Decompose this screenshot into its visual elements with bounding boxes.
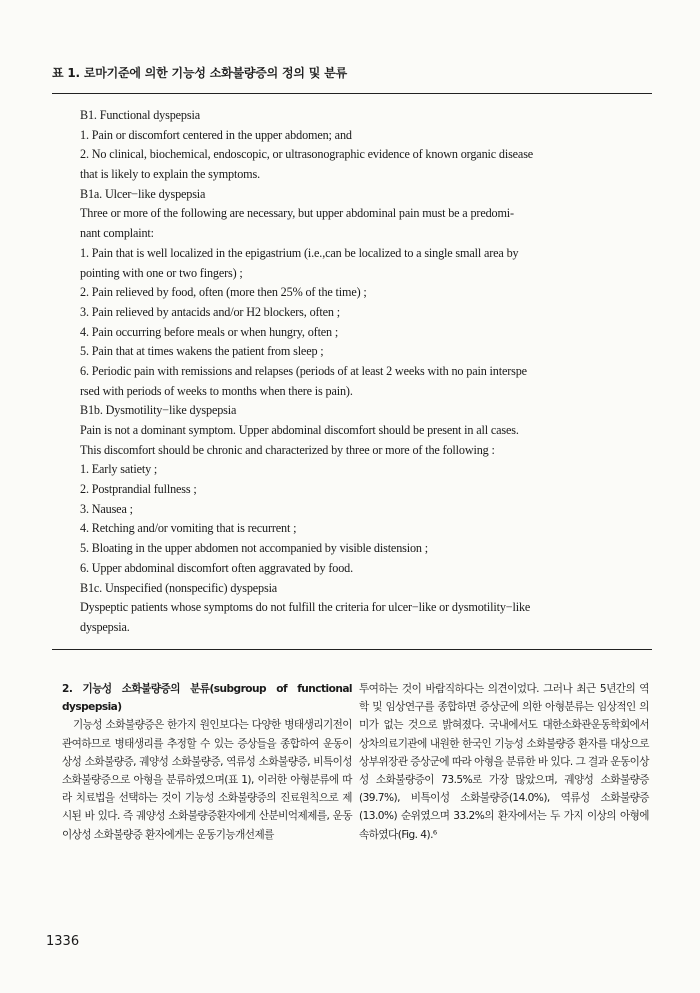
category-label-b1a: B1a. Ulcer−like dyspepsia	[80, 186, 206, 201]
category-label-b1c: B1c. Unspecified (nonspecific) dyspepsia	[80, 580, 278, 595]
body-paragraph: 투여하는 것이 바람직하다는 의견이었다. 그러나 최근 5년간의 역학 및 임상연구를 종합하면 증상군에 의한 아형분류는 임상적인 의미가 없는 것으로 밝혀졌다. 국내에서도 대한소화관운동학회에서 상차의료기관에 내원한 한국인 기능성 소화불량증 환자를 대상으로 상부위장관 증상군에 따라 아형을 분류한 바 있다. 그 결과 운동이상성 소화불량증이 73.5%로 가장 많았으며, 궤양성 소화불량증(39.7%), 비특이성 소화불량증(14.0%), 역류성 소화불량증 (13.0%) 순위였으며 33.2%의 환자에서는 두 가지 이상의 아형에 속하였다(Fig. 4).⁶	[359, 683, 649, 841]
table-line: 6. Periodic pain with remissions and relapses (periods of at least 2 weeks with no pain interspe	[80, 363, 527, 378]
body-column-right	[359, 680, 649, 844]
table-line: 2. Postprandial fullness ;	[80, 482, 197, 497]
table-top-rule	[52, 93, 652, 94]
table-title: 표 1. 로마기준에 의한 기능성 소화불량증의 정의 및 분류	[52, 66, 347, 80]
table-line: 5. Pain that at times wakens the patient from sleep ;	[80, 344, 324, 359]
table-bottom-rule	[52, 649, 652, 650]
body-column-left	[62, 680, 352, 844]
table-line: 3. Pain relieved by antacids and/or H2 blockers, often ;	[80, 304, 340, 319]
table-line: 1. Early satiety ;	[80, 462, 158, 477]
category-label-b1: B1. Functional dyspepsia	[80, 108, 200, 122]
page-number: 1336	[46, 934, 80, 949]
category-label-b1b: B1b. Dysmotility−like dyspepsia	[80, 403, 237, 418]
table-line: dyspepsia.	[80, 619, 130, 634]
table-line: 3. Nausea ;	[80, 501, 133, 516]
table-line: 2. No clinical, biochemical, endoscopic, or ultrasonographic evidence of known organic disease	[80, 147, 534, 162]
table-line: 5. Bloating in the upper abdomen not accompanied by visible distension ;	[80, 541, 428, 556]
table-line: that is likely to explain the symptoms.	[80, 167, 260, 182]
table-line: 1. Pain or discomfort centered in the upper abdomen; and	[80, 127, 352, 142]
table-line: Three or more of the following are necessary, but upper abdominal pain must be a predomi-	[80, 206, 514, 221]
classification-table-body	[80, 106, 640, 638]
table-line: rsed with periods of weeks to months when there is pain).	[80, 383, 353, 398]
table-line: 4. Pain occurring before meals or when hungry, often ;	[80, 324, 339, 339]
table-line: This discomfort should be chronic and characterized by three or more of the following :	[80, 442, 495, 457]
table-line: 4. Retching and/or vomiting that is recurrent ;	[80, 521, 297, 536]
table-line: Pain is not a dominant symptom. Upper abdominal discomfort should be present in all cases.	[80, 423, 519, 437]
table-line: 6. Upper abdominal discomfort often aggravated by food.	[80, 560, 353, 575]
table-line: nant complaint:	[80, 226, 154, 241]
table-line: Dyspeptic patients whose symptoms do not fulfill the criteria for ulcer−like or dysmotility−like	[80, 600, 531, 615]
body-paragraph: 기능성 소화불량증은 한가지 원인보다는 다양한 병태생리기전이 관여하므로 병태생리를 추정할 수 있는 증상들을 종합하여 운동이상성 소화불량증, 궤양성 소화불량증, 역류성 소화불량증, 비특이성 소화불량증으로 아형을 분류하였으며(표 1), 이러한 아형분류에 따라 치료법을 선택하는 것이 기능성 소화불량증의 진료원칙으로 제시된 바 있다. 즉 궤양성 소화불량증환자에게 산분비억제제를, 운동이상성 소화불량증 환자에게는 운동기능개선제를	[62, 719, 352, 841]
table-line: pointing with one or two fingers) ;	[80, 265, 243, 280]
section-heading: 2. 기능성 소화불량증의 분류(subgroup of functional dyspepsia)	[62, 683, 352, 714]
table-line: 2. Pain relieved by food, often (more then 25% of the time) ;	[80, 285, 367, 300]
table-line: 1. Pain that is well localized in the epigastrium (i.e.,can be localized to a single small area by	[80, 245, 519, 260]
